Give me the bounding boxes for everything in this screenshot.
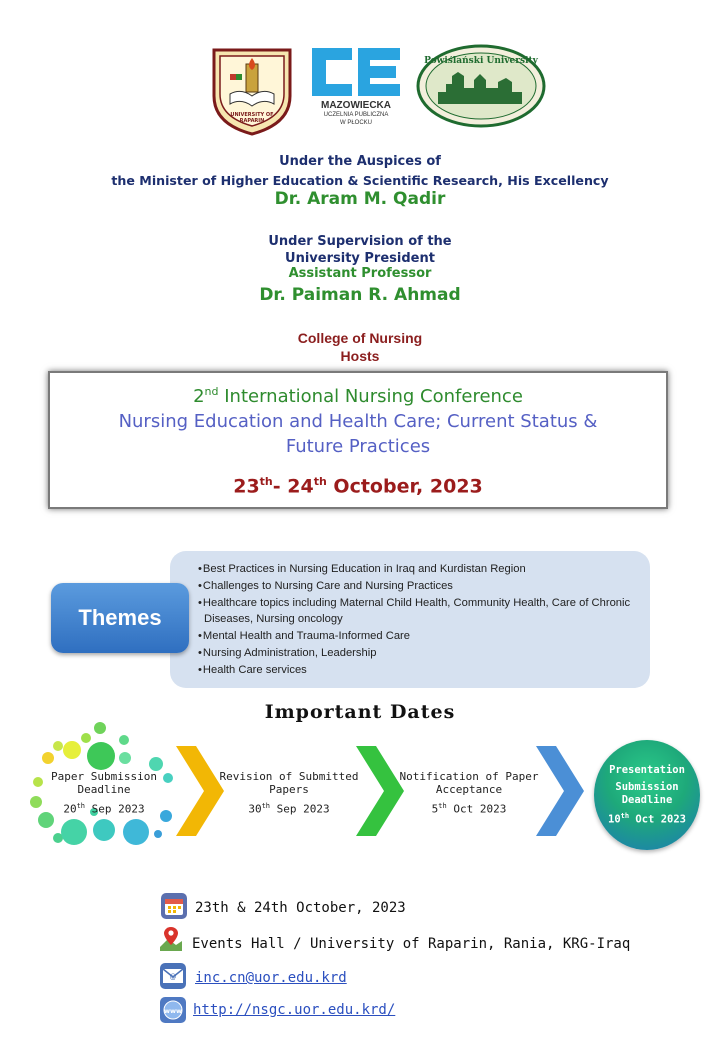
date-step-final-line1: Presentation	[609, 764, 685, 776]
powislanski-name: Powiślański University	[424, 56, 538, 66]
info-dates: 23th & 24th October, 2023	[195, 900, 406, 916]
date-step-3-date	[392, 800, 546, 816]
date-step-1-line1: Paper Submission	[51, 770, 157, 783]
raparin-logo-text: UNIVERSITY OF RAPARIN	[230, 112, 274, 124]
conference-date-rest: October, 2023	[326, 475, 483, 498]
date-step-1-sup: th	[76, 802, 86, 810]
date-step-3-line1: Notification of Paper	[399, 770, 539, 783]
theme-item: • Challenges to Nursing Care and Nursing Practices	[198, 578, 643, 595]
auspices-line1: Under the Auspices of	[279, 154, 441, 169]
conference-date-sup1: th	[259, 475, 273, 488]
mazowiecka-line3: W PŁOCKU	[339, 120, 372, 126]
website-link[interactable]: http://nsgc.uor.edu.krd/	[193, 1002, 396, 1018]
theme-item: • Mental Health and Trauma-Informed Care	[198, 628, 643, 645]
www-icon	[160, 997, 186, 1023]
date-step-final-day: 10	[608, 813, 621, 826]
calendar-icon	[161, 893, 187, 919]
themes-list	[198, 561, 643, 679]
theme-item: • Healthcare topics including Maternal Child Health, Community Health, Care of Chronic Diseases, Nursing oncology	[198, 595, 643, 629]
date-step-2-date	[214, 800, 364, 816]
theme-item: • Nursing Administration, Leadership	[198, 645, 643, 662]
conference-title-text: International Nursing Conference	[224, 386, 523, 407]
date-step-final	[594, 740, 700, 850]
date-step-final-line3: Deadline	[621, 794, 673, 806]
powislanski-logo	[416, 44, 546, 128]
host-college: College of Nursing	[297, 330, 423, 346]
date-step-1-line2: Deadline	[77, 783, 131, 796]
date-step-2-sup: th	[261, 802, 271, 810]
host-label: Hosts	[340, 348, 380, 364]
date-step-1-day: 20	[63, 802, 77, 816]
conference-box	[48, 371, 668, 509]
conference-subtitle-1: Nursing Education and Health Care; Current Status &	[118, 411, 598, 432]
date-step-2-rest: Sep 2023	[270, 802, 330, 816]
mazowiecka-logo	[308, 44, 404, 134]
supervision-line1: Under Supervision of the	[268, 234, 452, 249]
date-step-3-sup: th	[438, 802, 447, 810]
location-pin-icon	[158, 925, 184, 951]
conference-date-sup2: th	[313, 475, 327, 488]
minister-name: Dr. Aram M. Qadir	[274, 189, 446, 209]
conference-date	[50, 475, 666, 497]
email-icon	[160, 963, 186, 989]
date-step-2-day: 30	[248, 802, 262, 816]
date-step-3	[392, 770, 546, 816]
svg-text:@: @	[169, 973, 177, 981]
conference-date-d1: 23	[233, 475, 260, 498]
date-step-final-rest: Oct 2023	[629, 813, 686, 826]
date-step-3-day: 5	[431, 802, 439, 816]
info-email-link[interactable]	[195, 970, 347, 986]
date-step-2-line2: Papers	[269, 783, 309, 796]
svg-text:www: www	[163, 1007, 183, 1015]
theme-item: • Best Practices in Nursing Education in Iraq and Kurdistan Region	[198, 561, 643, 578]
theme-item: • Health Care services	[198, 662, 643, 679]
date-step-3-line2: Acceptance	[435, 783, 503, 796]
themes-label: Themes	[51, 583, 189, 653]
president-title: Assistant Professor	[288, 266, 432, 281]
date-step-1	[40, 770, 168, 816]
date-step-final-date	[594, 810, 700, 827]
conference-ordinal: 2	[193, 386, 205, 407]
conference-ordinal-sup: nd	[204, 385, 219, 398]
info-website-link[interactable]	[193, 1002, 395, 1018]
mazowiecka-line2: UCZELNIA PUBLICZNA	[323, 112, 389, 118]
supervision-line2: University President	[285, 251, 435, 266]
date-step-1-date	[40, 800, 168, 816]
conference-subtitle-2: Future Practices	[285, 436, 431, 457]
date-step-final-line2: Submission	[615, 781, 679, 793]
president-name: Dr. Paiman R. Ahmad	[259, 285, 461, 305]
important-dates-title: Important Dates	[264, 701, 456, 723]
date-step-3-rest: Oct 2023	[446, 802, 507, 816]
info-venue: Events Hall / University of Raparin, Rania, KRG-Iraq	[192, 936, 631, 952]
chevron-icon-blue	[534, 744, 586, 838]
auspices-line2: the Minister of Higher Education & Scientific Research, His Excellency	[111, 173, 609, 188]
mazowiecka-name: MAZOWIECKA	[321, 100, 391, 111]
conference-date-sep: - 24	[272, 475, 314, 498]
date-step-2-line1: Revision of Submitted	[219, 770, 359, 783]
raparin-logo	[206, 44, 298, 136]
email-link[interactable]: inc.cn@uor.edu.krd	[195, 970, 347, 986]
date-step-final-sup: th	[620, 812, 630, 820]
conference-title	[50, 385, 666, 407]
date-step-1-rest: Sep 2023	[85, 802, 145, 816]
date-step-2	[214, 770, 364, 816]
